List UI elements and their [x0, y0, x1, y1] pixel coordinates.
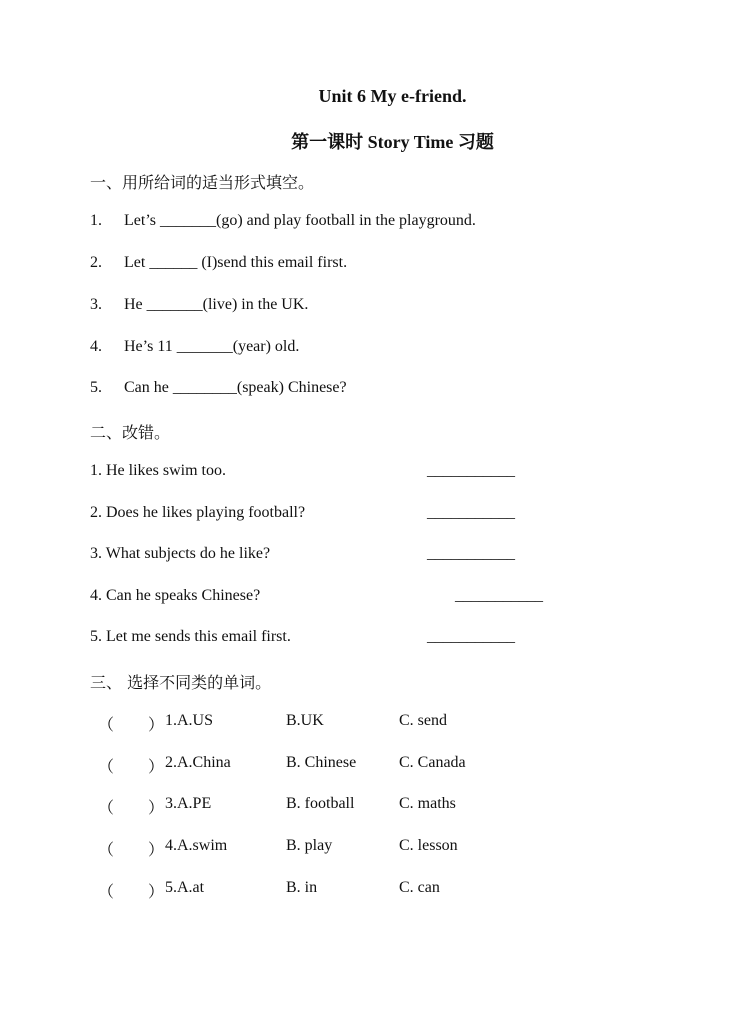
correction-item: 3. What subjects do he like?: [90, 545, 271, 562]
paren-open: （: [98, 717, 115, 734]
option-a: 1.A.US: [165, 712, 214, 729]
correction-item: 2. Does he likes playing football?: [90, 504, 306, 521]
paren-open: （: [98, 884, 115, 901]
option-a: 3.A.PE: [165, 795, 212, 812]
fill-blank-item: [90, 212, 476, 230]
item-number: 5.: [90, 379, 102, 396]
item-text: Can he ________(speak) Chinese?: [124, 379, 347, 396]
answer-blank: ___________: [427, 545, 515, 562]
correction-item: 5. Let me sends this email first.: [90, 628, 291, 645]
paren-open: （: [98, 842, 115, 859]
choice-item: [90, 754, 690, 776]
item-number: 1.: [90, 212, 102, 229]
page-subtitle: 第一课时 Story Time 习题: [291, 132, 494, 152]
option-b: B.UK: [286, 712, 324, 729]
option-a: 5.A.at: [165, 879, 205, 896]
paren-close: ）: [148, 717, 165, 734]
option-c: C. send: [399, 712, 447, 729]
section-three-heading: 三、 选择不同类的单词。: [90, 673, 272, 692]
item-text: Let ______ (I)send this email first.: [124, 254, 348, 271]
item-number: 4.: [90, 338, 102, 355]
item-number: 2.: [90, 254, 102, 271]
paren-open: （: [98, 800, 115, 817]
option-c: C. can: [399, 879, 440, 896]
answer-blank: ___________: [455, 587, 543, 604]
fill-blank-item: [90, 338, 299, 356]
option-a: 4.A.swim: [165, 837, 228, 854]
option-a: 2.A.China: [165, 754, 231, 771]
section-one-heading: 一、用所给词的适当形式填空。: [90, 173, 315, 192]
paren-close: ）: [148, 759, 165, 776]
answer-blank: ___________: [427, 462, 515, 479]
correction-item: 1. He likes swim too.: [90, 462, 226, 479]
paren-close: ）: [148, 842, 165, 859]
option-b: B. football: [286, 795, 355, 812]
item-text: He’s 11 _______(year) old.: [124, 338, 300, 355]
choice-item: [90, 837, 690, 859]
choice-item: [90, 712, 690, 734]
paren-close: ）: [148, 884, 165, 901]
answer-blank: ___________: [427, 628, 515, 645]
item-number: 3.: [90, 296, 102, 313]
option-c: C. Canada: [399, 754, 466, 771]
item-text: Let’s _______(go) and play football in the playground.: [124, 212, 476, 229]
choice-item: [90, 795, 690, 817]
fill-blank-item: [90, 296, 308, 314]
option-c: C. maths: [399, 795, 456, 812]
item-text: He _______(live) in the UK.: [124, 296, 309, 313]
paren-open: （: [98, 759, 115, 776]
fill-blank-item: [90, 254, 347, 272]
option-b: B. play: [286, 837, 333, 854]
option-b: B. Chinese: [286, 754, 357, 771]
section-two-heading: 二、改错。: [90, 423, 171, 442]
paren-close: ）: [148, 800, 165, 817]
option-b: B. in: [286, 879, 318, 896]
option-c: C. lesson: [399, 837, 458, 854]
fill-blank-item: [90, 379, 347, 397]
page-title: Unit 6 My e-friend.: [318, 86, 467, 106]
answer-blank: ___________: [427, 504, 515, 521]
choice-item: [90, 879, 690, 901]
correction-item: 4. Can he speaks Chinese?: [90, 587, 261, 604]
